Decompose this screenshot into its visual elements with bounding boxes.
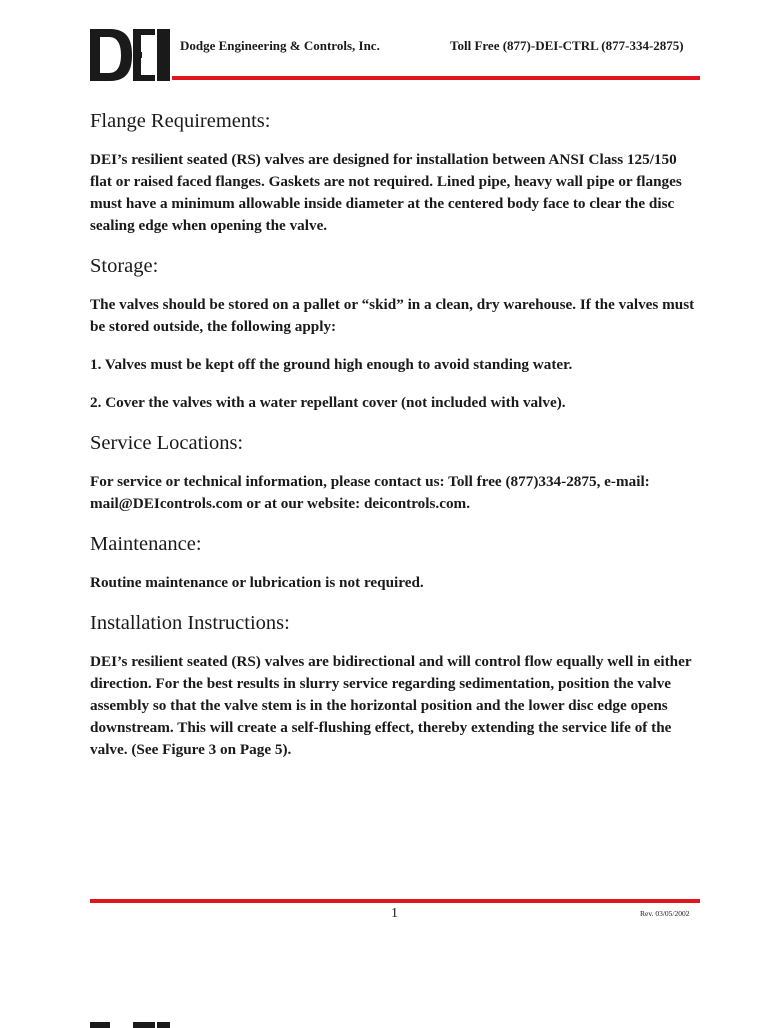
section-title: Storage:: [90, 255, 159, 277]
section-title: Maintenance:: [90, 533, 202, 555]
header-phone: Toll Free (877)-DEI-CTRL (877-334-2875): [450, 38, 684, 53]
dei-logo: [90, 29, 170, 81]
document-body: [90, 108, 702, 777]
page-number: 1: [391, 906, 398, 921]
revision-date: Rev. 03/05/2002: [640, 909, 690, 918]
section-title: Service Locations:: [90, 432, 244, 454]
paragraph: Routine maintenance or lubrication is not required.: [90, 574, 424, 591]
paragraph: The valves should be stored on a pallet or “skid” in a clean, dry warehouse. If the valves must be stored outside, the following apply:: [90, 296, 695, 335]
section-storage: [90, 253, 702, 414]
list-item: 2. Cover the valves with a water repellant cover (not included with valve).: [90, 394, 566, 411]
list-item: 1. Valves must be kept off the ground high enough to avoid standing water.: [90, 356, 573, 373]
header-rule: [172, 76, 700, 80]
section-installation-instructions: [90, 610, 702, 761]
paragraph: DEI’s resilient seated (RS) valves are bidirectional and will control flow equally well in either direction. For the best results in slurry service regarding sedimentation, position the valve assembly so that the valve stem is in the horizontal position and the lower disc edge opens downstream. This will create a self-flushing effect, thereby extending the service life of the valve. (See Figure 3 on Page 5).: [90, 653, 692, 758]
paragraph: For service or technical information, please contact us: Toll free (877)334-2875, e-mail: mail@DEIcontrols.com or at our website: deicontrols.com.: [90, 473, 650, 512]
section-title: Installation Instructions:: [90, 612, 290, 634]
section-title: Flange Requirements:: [90, 110, 271, 132]
header-company-name: Dodge Engineering & Controls, Inc.: [180, 38, 380, 53]
next-page-logo-fragment: [90, 1018, 170, 1028]
section-maintenance: [90, 531, 702, 594]
footer-rule: [90, 899, 700, 903]
paragraph: DEI’s resilient seated (RS) valves are designed for installation between ANSI Class 125/150 flat or raised faced flanges. Gaskets are not required. Lined pipe, heavy wall pipe or flanges must have a minimum allowable inside diameter at the centered body face to clear the disc sealing edge when opening the valve.: [90, 151, 682, 234]
section-service-locations: [90, 430, 702, 515]
section-flange-requirements: [90, 108, 702, 237]
